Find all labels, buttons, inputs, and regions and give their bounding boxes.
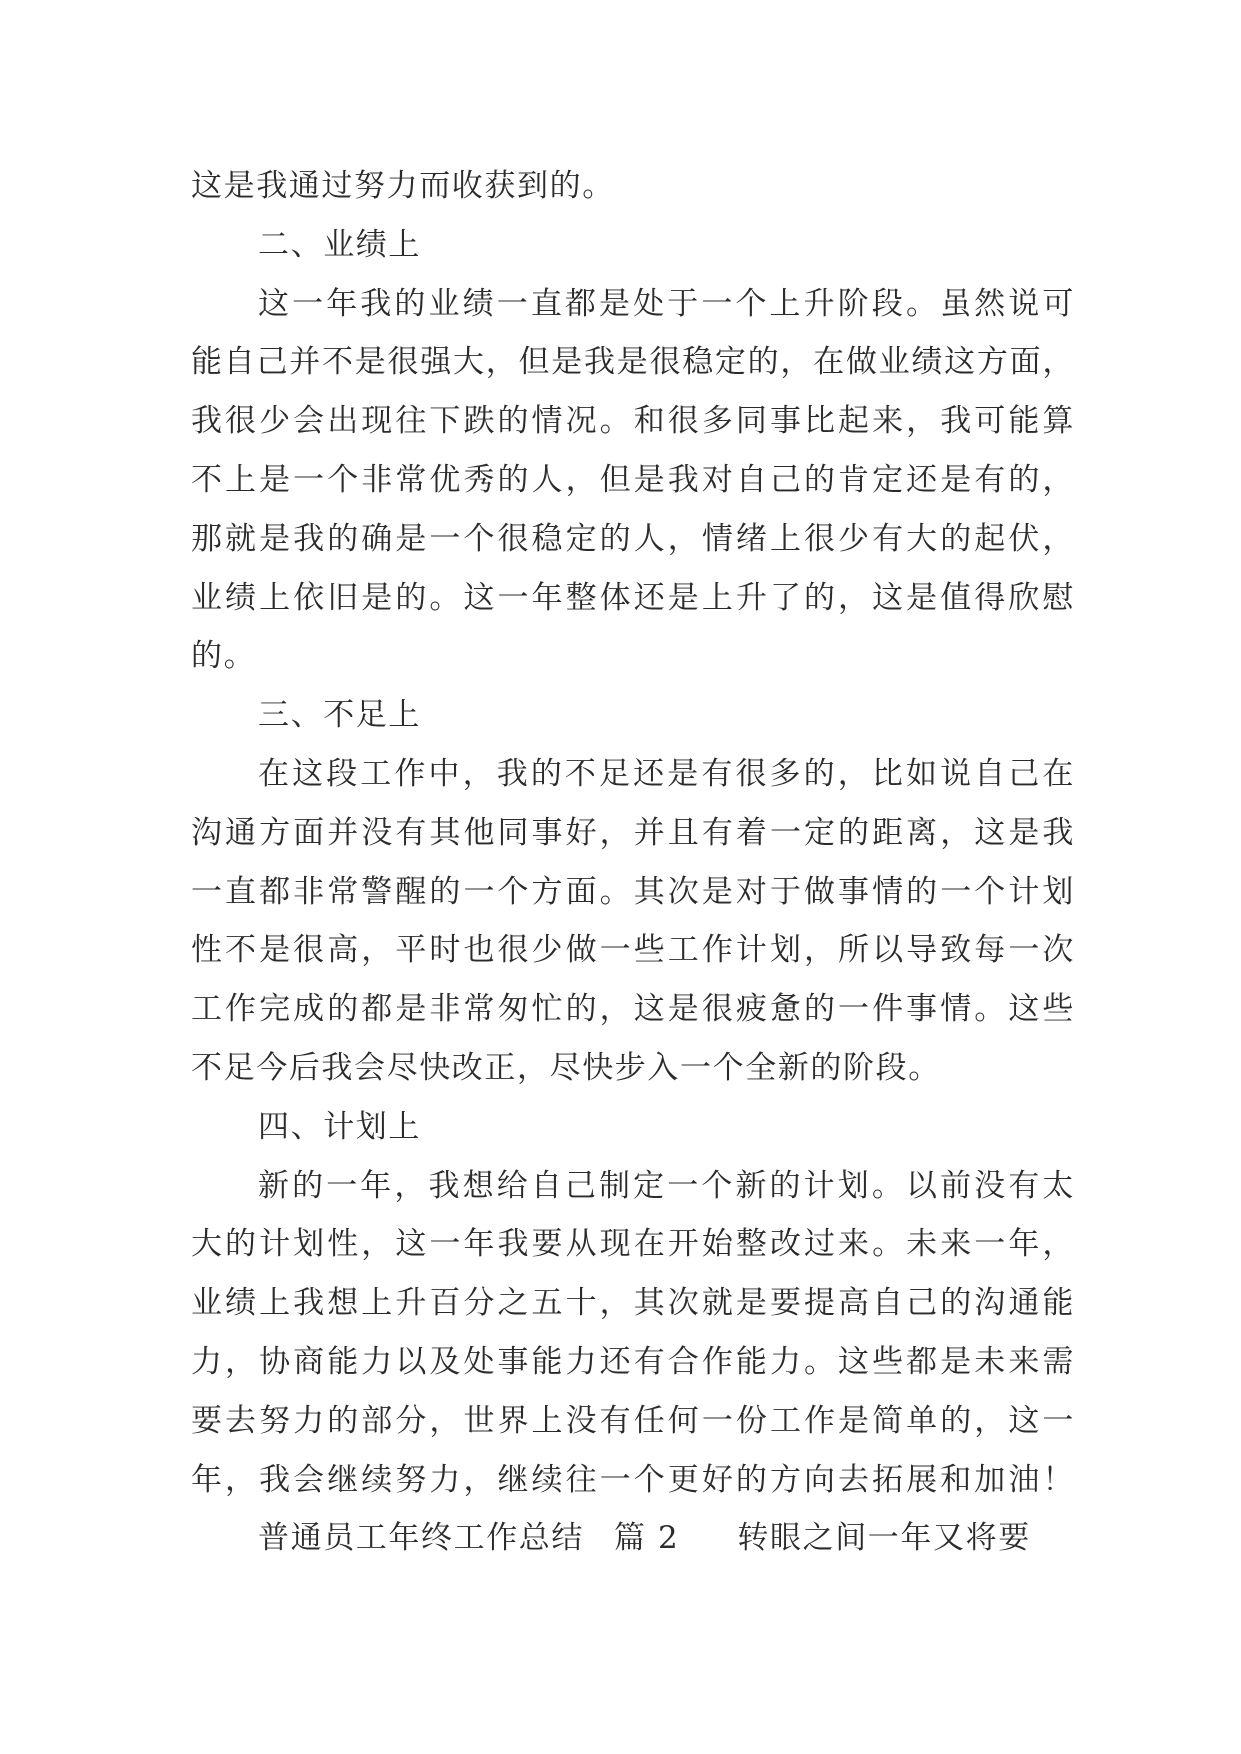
paragraph — [191, 745, 1075, 1098]
text-line: 年，我会继续努力，继续往一个更好的方向去拓展和加油！ — [191, 1461, 1075, 1498]
section-heading: 三、不足上 — [258, 697, 421, 734]
text-line: 一直都非常警醒的一个方面。其次是对于做事情的一个计划 — [191, 873, 1075, 910]
text-line: 这一年我的业绩一直都是处于一个上升阶段。虽然说可 — [258, 285, 1075, 322]
text-line: 新的一年，我想给自己制定一个新的计划。以前没有太 — [258, 1167, 1075, 1204]
text-line: 工作完成的都是非常匆忙的，这是很疲惫的一件事情。这些 — [191, 991, 1075, 1028]
text-line: 的。 — [191, 638, 257, 675]
text-line: 那就是我的确是一个很稳定的人，情绪上很少有大的起伏， — [191, 520, 1075, 557]
next-article-title: 普通员工年终工作总结 — [258, 1520, 584, 1557]
text-line: 力，协商能力以及处事能力还有合作能力。这些都是未来需 — [191, 1343, 1075, 1380]
next-article-part: 篇 2 — [614, 1520, 680, 1557]
text-line: 不足今后我会尽快改正，尽快步入一个全新的阶段。 — [191, 1049, 941, 1086]
text-line: 我很少会出现往下跌的情况。和很多同事比起来，我可能算 — [191, 403, 1075, 440]
text-line: 业绩上依旧是的。这一年整体还是上升了的，这是值得欣慰 — [191, 579, 1075, 616]
text-line: 沟通方面并没有其他同事好，并且有着一定的距离，这是我 — [191, 814, 1075, 851]
section-heading: 二、业绩上 — [258, 226, 421, 263]
text-line: 在这段工作中，我的不足还是有很多的，比如说自己在 — [258, 755, 1075, 792]
next-article-line — [191, 1509, 1075, 1568]
section-heading: 四、计划上 — [258, 1108, 421, 1145]
text-line: 能自己并不是很强大，但是我是很稳定的，在做业绩这方面， — [191, 344, 1075, 381]
text-line: 性不是很高，平时也很少做一些工作计划，所以导致每一次 — [191, 932, 1075, 969]
text-line: 业绩上我想上升百分之五十，其次就是要提高自己的沟通能 — [191, 1285, 1075, 1322]
document-body — [191, 157, 1075, 1568]
next-article-lead: 转眼之间一年又将要 — [737, 1520, 1031, 1557]
paragraph — [191, 275, 1075, 687]
paragraph — [191, 1157, 1075, 1510]
text-line: 要去努力的部分，世界上没有任何一份工作是简单的，这一 — [191, 1402, 1075, 1439]
text-line: 不上是一个非常优秀的人，但是我对自己的肯定还是有的， — [191, 461, 1075, 498]
text-line: 大的计划性，这一年我要从现在开始整改过来。未来一年， — [191, 1226, 1075, 1263]
text-line: 这是我通过努力而收获到的。 — [191, 168, 615, 204]
